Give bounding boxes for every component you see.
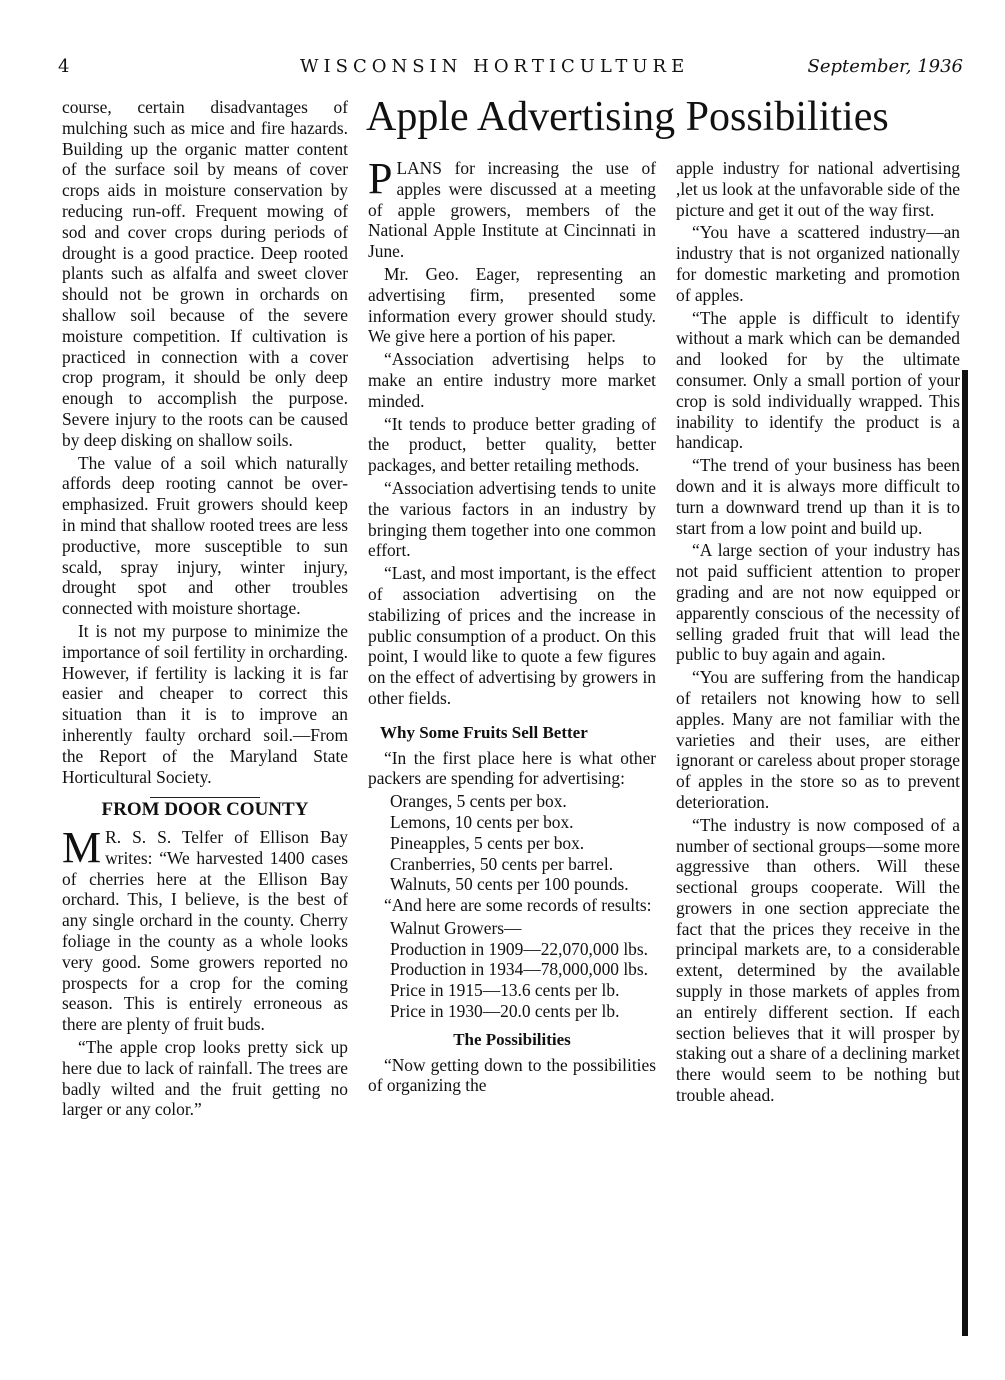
paragraph: “It tends to produce better grading of the product, better quality, better packages, and better retailing methods. xyxy=(368,413,656,476)
paragraph: “You are suffering from the handicap of retailers not knowing how to sell apples. Many are not familiar with the varieties and their uses, are either ignorant or careless about proper storage of apples in the store so as to prevent deterioration. xyxy=(676,667,960,812)
right-column xyxy=(676,158,960,1108)
section-heading: FROM DOOR COUNTY xyxy=(101,799,309,821)
spending-list xyxy=(368,791,656,895)
middle-column xyxy=(368,154,656,1098)
list-item: Pineapples, 5 cents per box. xyxy=(390,832,585,853)
list-item: Production in 1909—22,070,000 lbs. xyxy=(390,938,648,959)
drop-cap: P xyxy=(368,154,393,203)
paragraph xyxy=(62,823,348,1035)
masthead: WISCONSIN HORTICULTURE xyxy=(300,56,690,77)
paragraph: It is not my purpose to minimize the importance of soil fertility in orcharding. However, if fertility is lacking it is far easier and cheaper to correct this situation than it is to improve an inherently faulty orchard soil.—From the Report of the Maryland State Horticultural Society. xyxy=(62,620,348,787)
subheading: The Possibilities xyxy=(453,1029,571,1049)
paragraph: “Last, and most important, is the effect of association advertising on the stabilizing of prices and the increase in public consumption of a product. On this point, I would like to quote a few figures on the effect of advertising by growers in other fields. xyxy=(368,563,656,708)
subheading: Why Some Fruits Sell Better xyxy=(380,722,588,742)
running-header xyxy=(0,56,1005,84)
paragraph: “In the first place here is what other packers are spending for advertising: xyxy=(368,747,656,789)
paragraph-text: LANS for increasing the use of apples were discussed at a meeting of apple growers, members of the National Apple Institute at Cincinnati in June. xyxy=(368,158,656,262)
paragraph: apple industry for national advertising ,let us look at the unfavorable side of the picture and get it out of the way first. xyxy=(676,158,960,220)
list-item: Production in 1934—78,000,000 lbs. xyxy=(390,959,648,980)
paragraph: “And here are some records of results: xyxy=(384,895,652,916)
list-item: Price in 1930—20.0 cents per lb. xyxy=(390,1001,620,1022)
paragraph: “The trend of your business has been down and it is always more difficult to turn a downward trend up than it is to start from a low point and build up. xyxy=(676,455,960,538)
drop-cap: M xyxy=(62,823,102,873)
paragraph: “The apple is difficult to identify without a mark which can be demanded and looked for by the ultimate consumer. Only a small portion of your crop is sold individually wrapped. This inability to identify the product is a handicap. xyxy=(676,307,960,453)
records-list xyxy=(368,918,656,1022)
page-edge-shadow xyxy=(962,370,968,1336)
paragraph: “Now getting down to the possibilities of organizing the xyxy=(368,1054,656,1096)
paragraph: The value of a soil which naturally affords deep rooting cannot be over-emphasized. Fruit growers should keep in mind that shallow rooted trees are less productive, more susceptible to sun scald, spray injury, winter injury, drought spot and other troubles connected with moisture shortage. xyxy=(62,452,348,619)
list-item: Lemons, 10 cents per box. xyxy=(390,811,574,832)
list-item: Price in 1915—13.6 cents per lb. xyxy=(390,980,620,1001)
list-item: Walnut Growers— xyxy=(390,917,522,938)
paragraph: course, certain disadvantages of mulching such as mice and fire hazards. Building up the organic matter content of the surface soil by means of cover crops aids in moisture conservation by reducing run-off. Frequent mowing of sod and cover crops during periods of drought is a good practice. Deep rooted plants such as alfalfa and sweet clover should not be grown in orchards on shallow soil because of the severe moisture competition. If cultivation is practiced in connection with a cover crop program, it should be only deep enough to accomplish the purpose. Severe injury to the roots can be caused by deep disking on shallow soils. xyxy=(62,97,348,450)
paragraph: Mr. Geo. Eager, representing an advertising firm, presented some information every grower should study. We give here a portion of his paper. xyxy=(368,263,656,347)
paragraph: “The industry is now composed of a number of sectional groups—some more aggressive than others. Will these sectional groups cooperate. Will the growers in one section appreciate the fact that the prices they receive in the principal markets are, to a considerable extent, determined by the available supply in those markets of apples from an entirely different section. If each section believes that it will prosper by staking out a share of a declining market there would seem to be nothing but trouble ahead. xyxy=(676,814,960,1106)
list-item: Walnuts, 50 cents per 100 pounds. xyxy=(390,874,629,895)
paragraph: “The apple crop looks pretty sick up here due to lack of rainfall. The trees are badly wilted and the fruit getting no larger or any color.” xyxy=(62,1037,348,1120)
page-number: 4 xyxy=(58,56,70,77)
list-item: Oranges, 5 cents per box. xyxy=(390,791,567,812)
paragraph: “Association advertising helps to make an entire industry more market minded. xyxy=(368,349,656,411)
paragraph-text: R. S. S. Telfer of Ellison Bay writes: “We harvested 1400 cases of cherries here at the Ellison Bay orchard. This, I believe, is the best of any single orchard in the county. Cherry foliage in the county as a whole looks very good. Some growers reported no prospects for a crop for the coming season. This is entirely erroneous as there are plenty of fruit buds. xyxy=(62,827,348,1035)
paragraph xyxy=(368,154,656,262)
paragraph: “A large section of your industry has not paid sufficient attention to proper grading and are not now equipped or apparently conscious of the necessity of selling graded fruit that will lead the public to buy again and again. xyxy=(676,540,960,665)
left-column xyxy=(62,97,348,1122)
list-item: Cranberries, 50 cents per barrel. xyxy=(390,853,614,874)
article-title: Apple Advertising Possibilities xyxy=(366,94,889,140)
issue-date: September, 1936 xyxy=(807,56,963,77)
paragraph: “You have a scattered industry—an industry that is not organized nationally for domestic marketing and promotion of apples. xyxy=(676,222,960,305)
paragraph: “Association advertising tends to unite the various factors in an industry by bringing them together into one common effort. xyxy=(368,477,656,561)
section-divider xyxy=(150,797,260,798)
